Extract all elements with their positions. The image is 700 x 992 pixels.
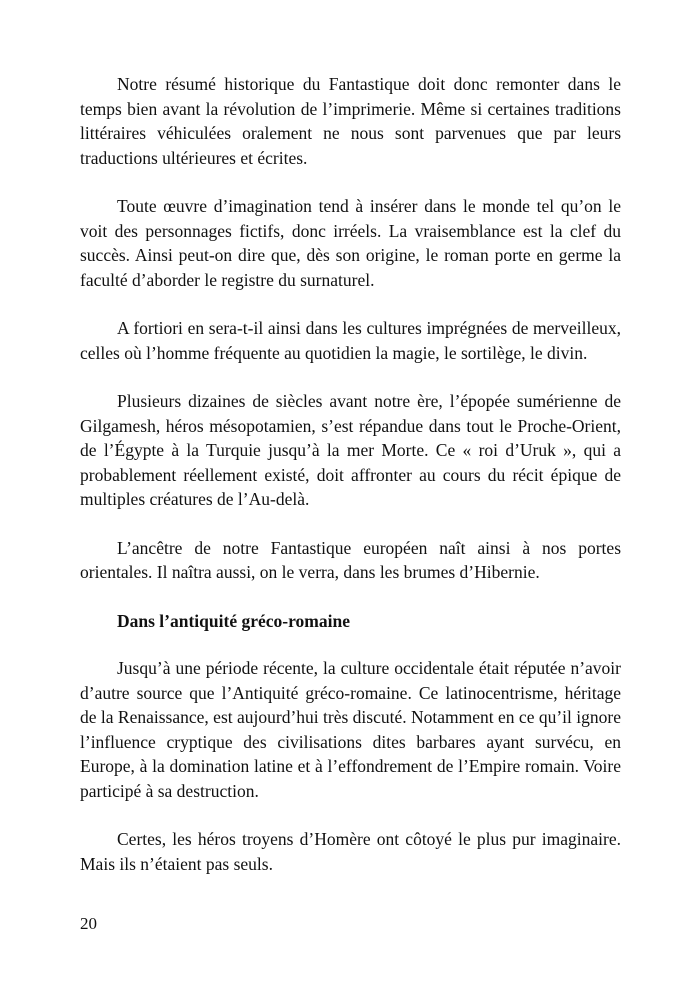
paragraph: L’ancêtre de notre Fantastique européen naît ainsi à nos portes orientales. Il naîtra aussi, on le verra, dans les brumes d’Hibernie. <box>80 537 621 582</box>
paragraph: Certes, les héros troyens d’Homère ont côtoyé le plus pur imaginaire. Mais ils n’étaient pas seuls. <box>80 829 621 874</box>
section-heading: Dans l’antiquité gréco-romaine <box>117 610 350 631</box>
paragraph: Plusieurs dizaines de siècles avant notre ère, l’épopée sumérienne de Gilgamesh, héros mésopotamien, s’est répandue dans tout le Proche-Orient, de l’Égypte à la Turquie jusqu’à la mer Morte. Ce « roi d’Uruk », qui a probablement réellement existé, doit affronter au cours du récit épique de multiples créatures de l’Au-delà. <box>80 391 621 509</box>
page-body <box>80 72 621 900</box>
paragraph: Notre résumé historique du Fantastique doit donc remonter dans le temps bien avant la révolution de l’imprimerie. Même si certaines traditions littéraires véhiculées oralement ne nous sont parvenues que par leurs traductions ultérieures et écrites. <box>80 74 621 168</box>
paragraph: A fortiori en sera-t-il ainsi dans les cultures imprégnées de merveilleux, celles où l’homme fréquente au quotidien la magie, le sortilège, le divin. <box>80 318 621 363</box>
paragraph: Toute œuvre d’imagination tend à insérer dans le monde tel qu’on le voit des personnages fictifs, donc irréels. La vraisemblance est la clef du succès. Ainsi peut-on dire que, dès son origine, le roman porte en germe la faculté d’aborder le registre du surnaturel. <box>80 196 621 290</box>
page-number: 20 <box>80 914 97 933</box>
paragraph: Jusqu’à une période récente, la culture occidentale était réputée n’avoir d’autre source que l’Antiquité gréco-romaine. Ce latinocentrisme, héritage de la Renaissance, est aujourd’hui très discuté. Notamment en ce qu’il ignore l’influence cryptique des civilisations dites barbares ayant survécu, en Europe, à la domination latine et à l’effondrement de l’Empire romain. Voire participé à sa destruction. <box>80 658 621 801</box>
